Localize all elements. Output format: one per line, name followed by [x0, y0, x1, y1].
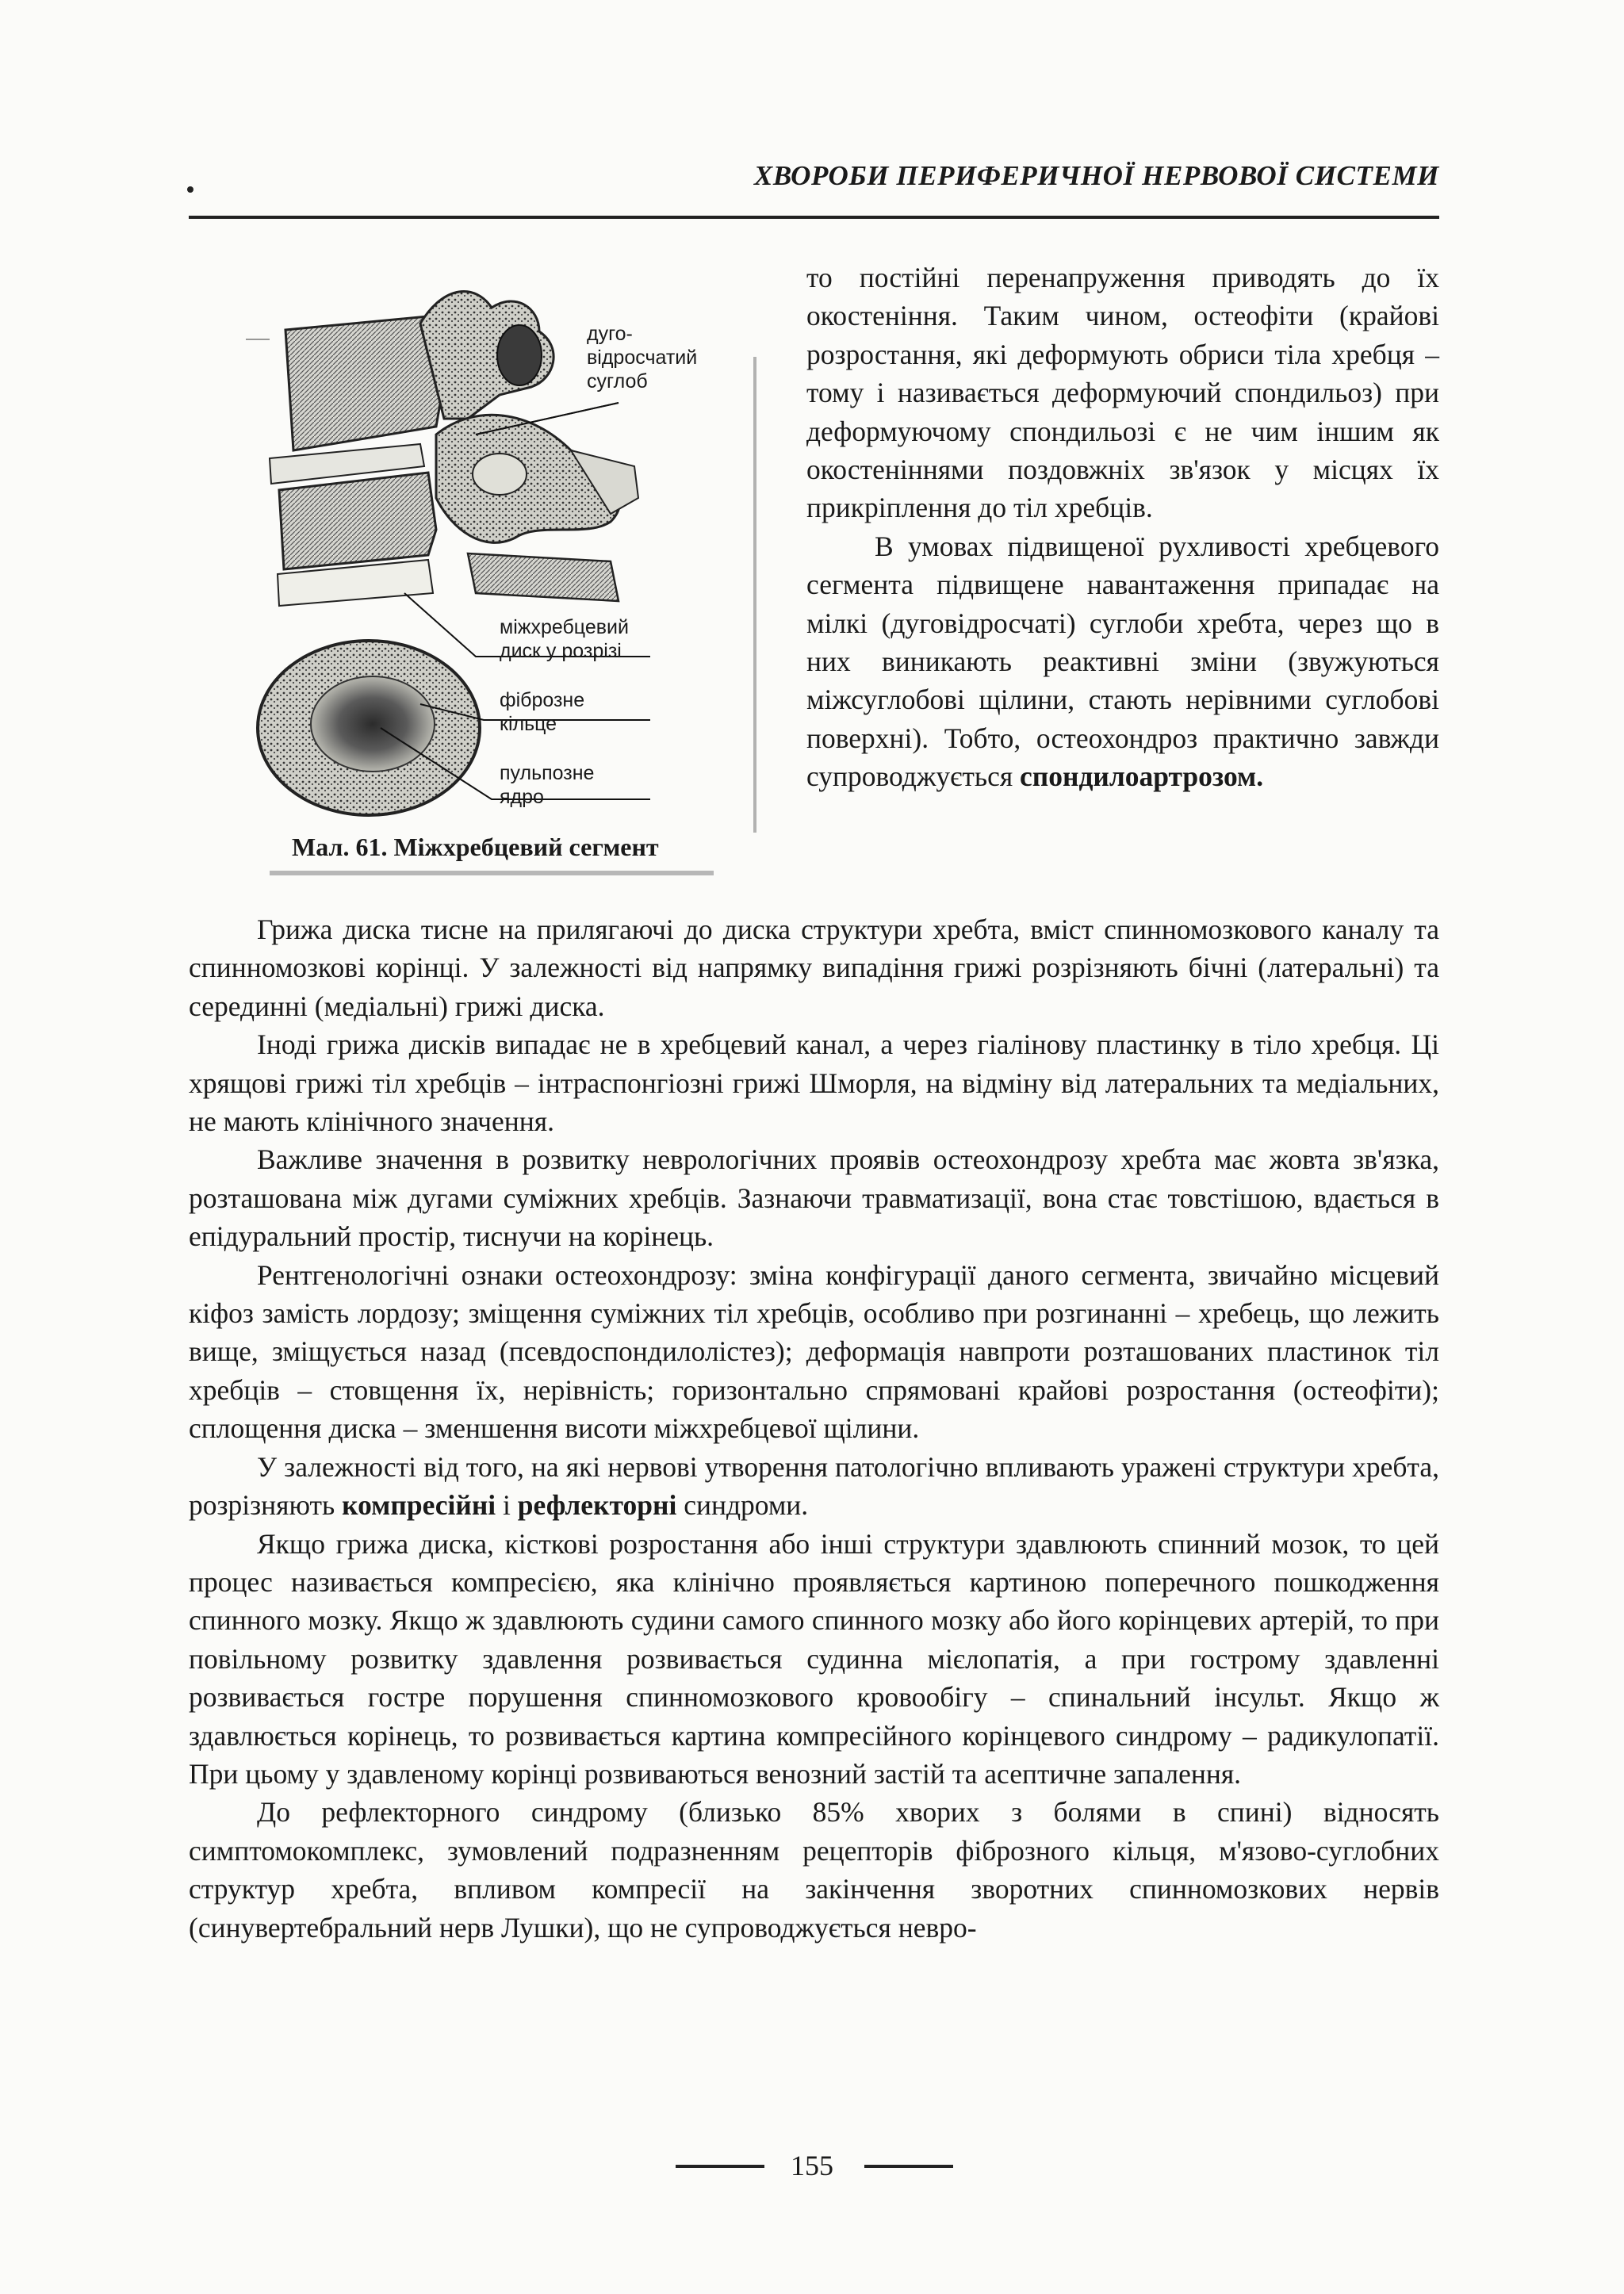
paragraph-syndromes: У залежності від того, на які нервові утворення патологічно впливають уражені структури хребта, розрізняють компресійні і рефлекторні синдроми. — [189, 1450, 1439, 1522]
paragraph-schmorl: Іноді грижа дисків випадає не в хребцевий канал, а через гіалінову пластинку в тіло хребця. Ці хрящові грижі тіл хребців – інтраспонгіозні грижі Шморля, на відміну від латеральних та медіальних, не мають клінічного значення. — [189, 1028, 1439, 1138]
header-rule — [189, 216, 1439, 219]
running-head: ХВОРОБИ ПЕРИФЕРИЧНОЇ НЕРВОВОЇ СИСТЕМИ — [753, 160, 1439, 191]
middle-vertebral-body — [279, 473, 436, 569]
caption-underline — [270, 871, 714, 875]
paragraph-mobility: В умовах підвищеної рухливості хребцевого сегмента підвищене навантаження припадає на мілкі (дуговідросчаті) суглоби хребта, через що в них виникають реактивні зміни (звужуються міжсуглобові щілини, стають нерівними суглобові поверхні). Тобто, остеохондроз практично завжди супроводжується спондилоартрозом. — [806, 530, 1439, 793]
figure-caption: Мал. 61. Міжхребцевий сегмент — [292, 833, 659, 861]
scan-margin-mark — [753, 357, 756, 833]
facet-joint-lower — [473, 454, 527, 495]
paragraph-reflex-syndrome: До рефлекторного синдрому (близько 85% хворих з болями в спині) відносять симптомокомплекс, зумовлений подразненням рецепторів фіброзного кільця, м'язово-суглобних структур хребта, впливом компресії на закінчення зворотних спинномозкових нервів (синувертебральний нерв Лушки), що не супроводжується невро- — [189, 1796, 1439, 1944]
page-number: 155 — [791, 2150, 833, 2181]
spinous-region — [468, 553, 619, 601]
right-column-text — [806, 259, 1439, 796]
upper-vertebral-body — [285, 316, 446, 450]
term-compressive: компресійні — [342, 1489, 496, 1522]
paragraph-hernia: Грижа диска тисне на прилягаючі до диска структури хребта, вміст спинномозкового каналу та спинномозкові корінці. У залежності від напрямку випадіння грижі розрізняють бічні (латеральні) та серединні (медіальні) грижі диска. — [189, 913, 1439, 1022]
paragraph-compression: Якщо грижа диска, кісткові розростання або інші структури здавлюють спинний мозок, то цей процес називається компресією, яка клінічно проявляється картиною поперечного пошкодження спинного мозку. Якщо ж здавлюють судини самого спинного мозку або його корінцевих артерій, то при повільному розвитку здавлення розвивається судинна мієлопатія, а при гострому здавленні розвивається гостре порушення спинномозкового кровообігу – спинальний інсульт. Якщо ж здавлюється корінець, то розвивається картина компресійного корінцевого синдрому – радикулопатії. При цьому у здавленому корінці розвиваються венозний застій та асептичне запалення. — [189, 1527, 1439, 1790]
nucleus-pulposus — [311, 676, 435, 772]
paragraph-ossification: то постійні перенапруження приводять до їх окостеніння. Таким чином, остеофіти (крайові розростання, які деформують обриси тіла хребця – тому і називається деформуючий спондильоз) при деформуючому спондильозі є не чим іншим як окостеніннями поздовжніх зв'язок у місцях їх прикріплення до тіл хребців. — [806, 262, 1439, 524]
main-text — [189, 910, 1439, 1947]
header-bullet — [187, 186, 193, 193]
paragraph-xray-signs: Рентгенологічні ознаки остеохондрозу: зміна конфігурації даного сегмента, звичайно місцевий кіфоз замість лордозу; зміщення суміжних тіл хребців, особливо при розгинанні – хребець, що лежить вище, зміщується назад (псевдоспондилолістез); деформація навпроти розташованих пластинок тіл хребців – стовщення їх, нерівність; горизонтально спрямовані крайові розростання (остеофіти); сплощення диска – зменшення висоти міжхребцевої щілини. — [189, 1258, 1439, 1445]
facet-joint-upper — [497, 325, 542, 385]
figure-intervertebral-segment — [238, 260, 745, 894]
term-reflex: рефлекторні — [517, 1489, 677, 1522]
label-annulus-fibrosus: фіброзне кільце — [500, 689, 585, 735]
label-intervertebral-disc: міжхребцевий диск у розрізі — [500, 616, 629, 662]
label-nucleus-pulposus: пульпозне ядро — [500, 762, 595, 808]
label-facet-joint: дуго- відросчатий суглоб — [587, 323, 698, 393]
paragraph-ligament: Важливе значення в розвитку неврологічних проявів остеохондрозу хребта має жовта зв'язка, розташована між дугами суміжних хребців. Зазнаючи травматизації, вона стає товстішою, вдається в епідуральний простір, тиснучи на корінець. — [189, 1143, 1439, 1253]
page-number-dash-right — [864, 2165, 953, 2168]
term-spondyloarthrosis: спондилоартрозом. — [1020, 760, 1264, 793]
